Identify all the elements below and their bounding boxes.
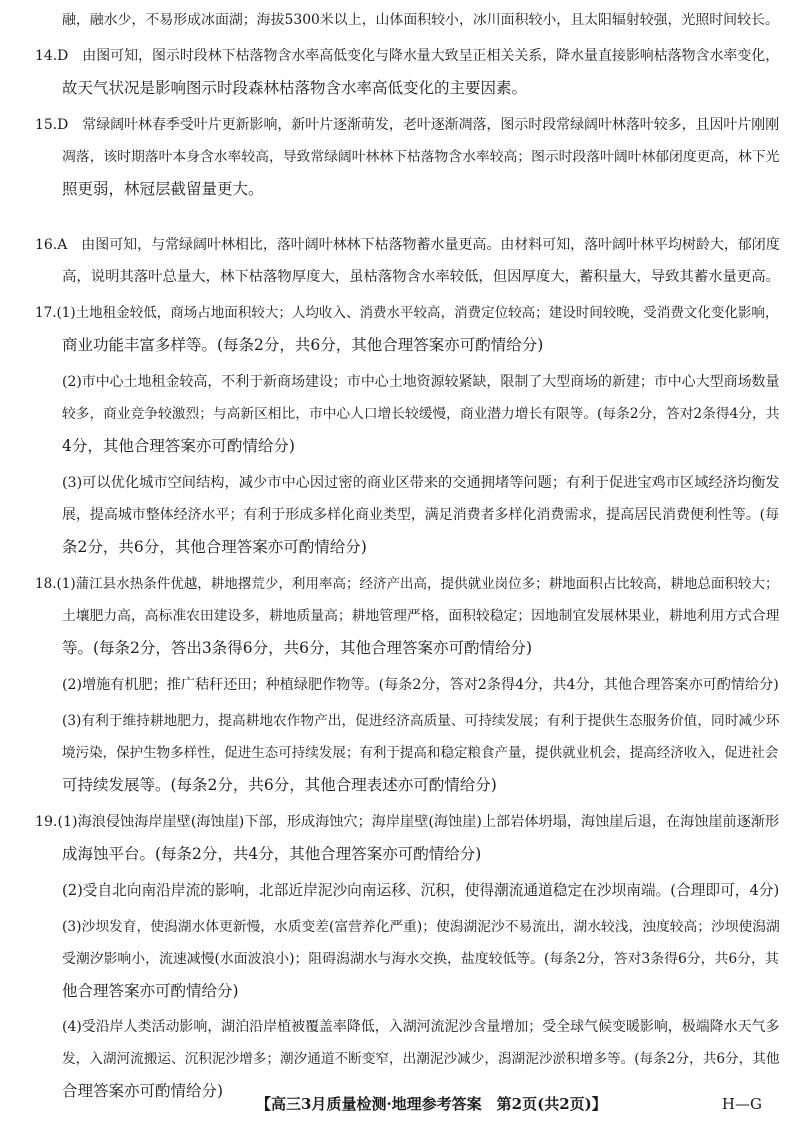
- text-line: (2)增施有机肥；推广秸秆还田；种植绿肥作物等。(每条2分，答对2条得4分，共4分，其他合理答案亦可酌情给分): [62, 677, 779, 693]
- text-line: 他合理答案亦可酌情给分): [62, 982, 239, 1000]
- text-line: (2)市中心土地租金较高，不利于新商场建设；市中心土地资源较紧缺，限制了大型商场的新建；市中心大型商场数量: [62, 374, 780, 390]
- text-line: 凋落，该时期落叶本身含水率较高，导致常绿阔叶林林下枯落物含水率较高；图示时段落叶阔叶林郁闭度更高，林下光: [62, 149, 780, 165]
- text-line: (3)可以优化城市空间结构，减少市中心因过密的商业区带来的交通拥堵等问题；有利于促进宝鸡市区域经济均衡发: [62, 475, 780, 491]
- text-line: (3)沙坝发育，使潟湖水体更新慢，水质变差(富营养化严重)；使潟湖泥沙不易流出，湖水较浅，浊度较高；沙坝使潟湖: [62, 919, 780, 935]
- text-line: 16.A 由图可知，与常绿阔叶林相比，落叶阔叶林林下枯落物蓄水量更高。由材料可知，落叶阔叶林平均树龄大，郁闭度: [35, 237, 780, 253]
- text-line: 18.(1)蒲江县水热条件优越，耕地撂荒少，利用率高；经济产出高，提供就业岗位多；耕地面积占比较高，耕地总面积较大；: [35, 576, 779, 592]
- text-line: 成海蚀平台。(每条2分，共4分，其他合理答案亦可酌情给分): [62, 845, 482, 863]
- text-line: 合理答案亦可酌情给分): [62, 1082, 224, 1100]
- text-line: 境污染，保护生物多样性，促进生态可持续发展；有利于提高和稳定粮食产量，提供就业机会，提高经济收入，促进社会: [62, 745, 779, 761]
- text-line: 条2分，共6分，其他合理答案亦可酌情给分): [62, 538, 367, 556]
- text-line: 受潮汐影响小，流速减慢(水面波浪小)；阻碍潟湖水与海水交换，盐度较低等。(每条2分，答对3条得6分，共6分，其: [62, 951, 779, 967]
- text-line: 4分，其他合理答案亦可酌情给分): [62, 437, 295, 455]
- text-line: 19.(1)海浪侵蚀海岸崖壁(海蚀崖)下部，形成海蚀穴；海岸崖壁(海蚀崖)上部岩体坍塌，海蚀崖后退，在海蚀崖前逐渐形: [35, 814, 780, 830]
- text-line: 高，说明其落叶总量大，林下枯落物厚度大，虽枯落物含水率较低，但因厚度大，蓄积量大，导致其蓄水量更高。: [62, 269, 780, 285]
- text-line: 15.D 常绿阔叶林春季受叶片更新影响，新叶片逐渐萌发，老叶逐渐凋落，图示时段常绿阔叶林落叶较多，且因叶片刚刚: [35, 117, 780, 133]
- text-line: 照更弱，林冠层截留量更大。: [62, 180, 264, 198]
- text-line: 14.D 由图可知，图示时段林下枯落物含水率高低变化与降水量大致呈正相关关系，降水量直接影响枯落物含水率变化，: [35, 48, 780, 64]
- text-line: (3)有利于维持耕地肥力，提高耕地农作物产出，促进经济高质量、可持续发展；有利于提供生态服务价值，同时减少环: [62, 713, 780, 729]
- text-line: 故天气状况是影响图示时段森林枯落物含水率高低变化的主要因素。: [62, 79, 528, 97]
- text-line: 土壤肥力高，高标准农田建设多，耕地质量高；耕地管理严格，面积较稳定；因地制宜发展林果业，耕地利用方式合理: [62, 608, 780, 624]
- text-line: (4)受沿岸人类活动影响，湖泊沿岸植被覆盖率降低，入湖河流泥沙含量增加；受全球气候变暖影响，极端降水天气多: [62, 1019, 780, 1035]
- page-footer: [0, 1092, 800, 1116]
- footer-code: H—G: [721, 1095, 762, 1113]
- text-line: 可持续发展等。(每条2分，共6分，其他合理表述亦可酌情给分): [62, 776, 497, 794]
- text-line: 等。(每条2分，答出3条得6分，共6分，其他合理答案亦可酌情给分): [62, 639, 533, 657]
- text-line: 发，入湖河流搬运、沉积泥沙增多；潮汐通道不断变窄，出潮泥沙减少，潟湖泥沙淤积增多等。(每条2分，共6分，其他: [62, 1051, 780, 1067]
- text-line: 融，融水少，不易形成冰面湖；海拔5300米以上，山体面积较小，冰川面积较小，且太阳辐射较强，光照时间较长。: [62, 12, 779, 28]
- text-line: 商业功能丰富多样等。(每条2分，共6分，其他合理答案亦可酌情给分): [62, 336, 544, 354]
- footer-title: 【高三3月质量检测·地理参考答案 第2页(共2页)】: [256, 1095, 607, 1113]
- text-line: 展，提高城市整体经济水平；有利于形成多样化商业类型，满足消费者多样化消费需求，提高居民消费便利性等。(每: [62, 507, 780, 523]
- text-line: (2)受自北向南沿岸流的影响，北部近岸泥沙向南运移、沉积，使得潮流通道稳定在沙坝南端。(合理即可，4分): [62, 882, 780, 899]
- text-line: 17.(1)土地租金较低，商场占地面积较大；人均收入、消费水平较高，消费定位较高；建设时间较晚，受消费文化变化影响，: [35, 305, 779, 321]
- text-line: 较多，商业竞争较激烈；与高新区相比，市中心人口增长较缓慢，商业潜力增长有限等。(每条2分，答对2条得4分，共: [62, 406, 780, 422]
